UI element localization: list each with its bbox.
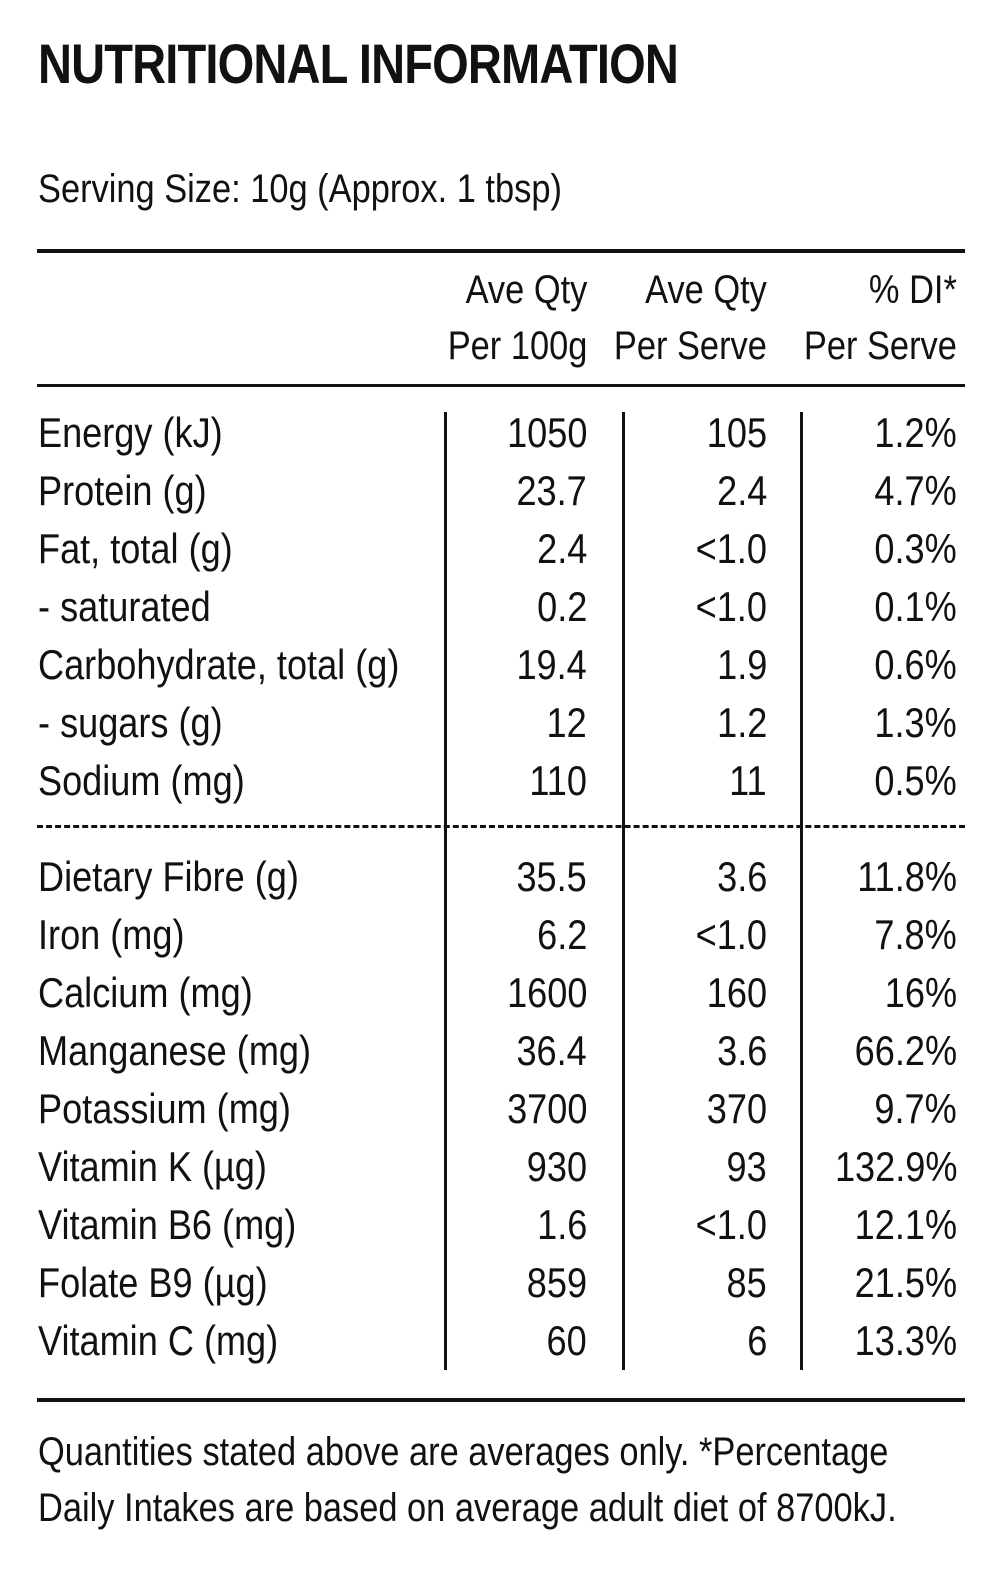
table-row [0, 694, 1000, 752]
bottom-divider [37, 1398, 965, 1402]
table-row [0, 636, 1000, 694]
nutrient-name: Folate B9 (µg) [38, 1259, 268, 1306]
column-header-per-100g [447, 262, 587, 374]
value-per-100g: 1.6 [536, 1201, 587, 1248]
value-per-serve: 2.4 [716, 467, 767, 514]
footnote-line: Daily Intakes are based on average adult diet of 8700kJ. [38, 1486, 897, 1530]
header-divider [37, 384, 965, 387]
value-per-serve: 85 [726, 1259, 767, 1306]
section-divider-dashed [37, 825, 965, 828]
value-per-100g: 930 [526, 1143, 587, 1190]
column-header-line: % DI* [869, 268, 957, 312]
nutrient-name: Protein (g) [38, 467, 207, 514]
column-header-line: Per 100g [447, 324, 587, 368]
value-per-serve: 93 [726, 1143, 767, 1190]
value-per-serve: 11 [729, 757, 767, 804]
table-row [0, 1022, 1000, 1080]
column-header-line: Ave Qty [645, 268, 767, 312]
value-per-serve: <1.0 [695, 911, 767, 958]
value-daily-intake: 7.8% [874, 911, 957, 958]
value-per-serve: 3.6 [716, 1027, 767, 1074]
table-row [0, 462, 1000, 520]
value-per-100g: 3700 [506, 1085, 587, 1132]
nutrient-name: Sodium (mg) [38, 757, 245, 804]
nutrient-name: Vitamin K (µg) [38, 1143, 267, 1190]
nutrient-name: Vitamin B6 (mg) [38, 1201, 297, 1248]
value-daily-intake: 0.6% [874, 641, 957, 688]
value-per-100g: 19.4 [516, 641, 587, 688]
value-per-100g: 2.4 [536, 525, 587, 572]
nutrient-name: Fat, total (g) [38, 525, 233, 572]
value-per-100g: 60 [546, 1317, 587, 1364]
value-per-100g: 859 [526, 1259, 587, 1306]
value-daily-intake: 21.5% [854, 1259, 957, 1306]
value-per-serve: 105 [706, 409, 767, 456]
value-daily-intake: 66.2% [854, 1027, 957, 1074]
table-row [0, 404, 1000, 462]
value-per-100g: 6.2 [536, 911, 587, 958]
table-row [0, 1196, 1000, 1254]
footnote-line: Quantities stated above are averages only. *Percentage [38, 1430, 889, 1474]
value-per-serve: <1.0 [695, 525, 767, 572]
nutrient-name: - sugars (g) [38, 699, 223, 746]
value-daily-intake: 13.3% [854, 1317, 957, 1364]
value-daily-intake: 132.9% [834, 1143, 957, 1190]
column-header-per-serve [614, 262, 767, 374]
value-per-serve: 1.9 [716, 641, 767, 688]
column-header-line: Per Serve [614, 324, 767, 368]
nutrient-name: Carbohydrate, total (g) [38, 641, 400, 688]
column-header-daily-intake [804, 262, 957, 374]
value-per-100g: 0.2 [536, 583, 587, 630]
nutrient-name: Manganese (mg) [38, 1027, 312, 1074]
value-daily-intake: 1.2% [874, 409, 957, 456]
nutrient-name: Vitamin C (mg) [38, 1317, 279, 1364]
nutrient-name: Energy (kJ) [38, 409, 223, 456]
footnote [38, 1424, 897, 1536]
table-row [0, 1254, 1000, 1312]
value-daily-intake: 9.7% [874, 1085, 957, 1132]
value-daily-intake: 12.1% [854, 1201, 957, 1248]
table-row [0, 1312, 1000, 1370]
column-header-line: Per Serve [804, 324, 957, 368]
nutrient-name: Iron (mg) [38, 911, 185, 958]
value-per-100g: 35.5 [516, 853, 587, 900]
nutrient-name: - saturated [38, 583, 211, 630]
value-per-serve: 160 [706, 969, 767, 1016]
value-per-serve: 6 [746, 1317, 767, 1364]
table-row [0, 1138, 1000, 1196]
table-row [0, 578, 1000, 636]
value-daily-intake: 0.1% [874, 583, 957, 630]
value-daily-intake: 16% [884, 969, 957, 1016]
nutrient-name: Dietary Fibre (g) [38, 853, 299, 900]
column-header-line: Ave Qty [465, 268, 587, 312]
value-per-100g: 110 [529, 757, 587, 804]
table-row [0, 848, 1000, 906]
value-per-100g: 1600 [506, 969, 587, 1016]
value-per-100g: 12 [546, 699, 587, 746]
value-per-serve: <1.0 [695, 583, 767, 630]
value-daily-intake: 0.3% [874, 525, 957, 572]
value-daily-intake: 1.3% [874, 699, 957, 746]
table-row [0, 752, 1000, 810]
nutrient-name: Potassium (mg) [38, 1085, 291, 1132]
value-per-100g: 36.4 [516, 1027, 587, 1074]
table-row [0, 906, 1000, 964]
value-daily-intake: 0.5% [874, 757, 957, 804]
value-per-serve: 370 [706, 1085, 767, 1132]
value-daily-intake: 4.7% [874, 467, 957, 514]
nutrient-name: Calcium (mg) [38, 969, 253, 1016]
top-divider [37, 249, 965, 253]
value-per-serve: 3.6 [716, 853, 767, 900]
value-per-100g: 23.7 [516, 467, 587, 514]
value-per-serve: <1.0 [695, 1201, 767, 1248]
value-per-serve: 1.2 [716, 699, 767, 746]
value-daily-intake: 11.8% [857, 853, 957, 900]
value-per-100g: 1050 [506, 409, 587, 456]
serving-size: Serving Size: 10g (Approx. 1 tbsp) [38, 167, 562, 211]
table-row [0, 1080, 1000, 1138]
table-row [0, 520, 1000, 578]
table-row [0, 964, 1000, 1022]
page-title: NUTRITIONAL INFORMATION [38, 32, 679, 95]
